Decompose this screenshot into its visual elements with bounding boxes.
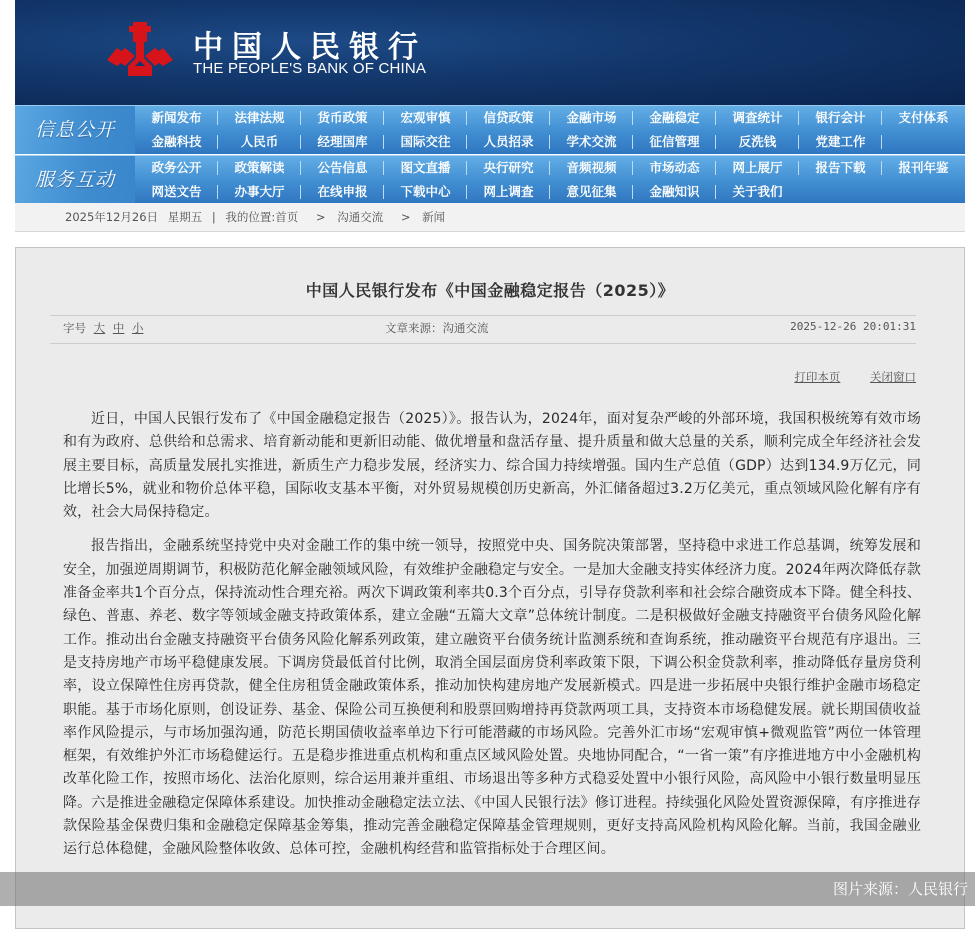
nav-item[interactable]: 网上展厅 (716, 156, 799, 180)
breadcrumb (65, 203, 451, 231)
article-container (15, 247, 965, 929)
caption-overlay (0, 872, 975, 906)
nav-item[interactable]: 征信管理 (633, 130, 716, 154)
nav-item[interactable]: 金融知识 (633, 180, 716, 204)
nav-row (135, 180, 799, 204)
current-weekday: 星期五 (167, 210, 203, 224)
nav-item[interactable]: 人员招录 (467, 130, 550, 154)
breadcrumb-arrow: > (315, 210, 326, 224)
current-date: 2025年12月26日 (65, 210, 159, 224)
nav-item[interactable]: 图文直播 (384, 156, 467, 180)
article-source: 文章来源：沟通交流 (385, 321, 489, 335)
image-source-caption: 图片来源：人民银行 (832, 880, 968, 898)
nav-item[interactable]: 反洗钱 (716, 130, 799, 154)
article-actions (768, 369, 916, 385)
nav-group-label: 信息公开 (15, 106, 135, 154)
breadcrumb-bar (15, 203, 965, 232)
nav-item[interactable]: 网上调查 (467, 180, 550, 204)
close-window-link[interactable]: 关闭窗口 (870, 370, 916, 384)
article-timestamp: 2025-12-26 20:01:31 (790, 320, 916, 333)
nav-item[interactable]: 市场动态 (633, 156, 716, 180)
print-page-link[interactable]: 打印本页 (794, 370, 841, 384)
nav-item[interactable]: 货币政策 (301, 106, 384, 130)
pboc-logo-icon (105, 20, 175, 78)
nav-item[interactable]: 学术交流 (550, 130, 633, 154)
nav-item[interactable]: 宏观审慎 (384, 106, 467, 130)
breadcrumb-separator: | (211, 210, 216, 224)
nav-item[interactable]: 关于我们 (732, 184, 783, 199)
breadcrumb-home[interactable]: 首页 (275, 210, 299, 224)
nav-item[interactable]: 在线申报 (301, 180, 384, 204)
nav-group-service (15, 155, 965, 204)
font-size-label: 字号 (63, 321, 86, 335)
nav-item[interactable]: 报刊年鉴 (898, 160, 949, 175)
nav-item[interactable]: 意见征集 (550, 180, 633, 204)
font-size-medium-button[interactable]: 中 (112, 321, 125, 335)
nav-item[interactable]: 公告信息 (301, 156, 384, 180)
nav-item[interactable]: 政务公开 (135, 156, 218, 180)
nav-item[interactable]: 信贷政策 (467, 106, 550, 130)
nav-item[interactable]: 人民币 (218, 130, 301, 154)
article-title: 中国人民银行发布《中国金融稳定报告（2025）》 (305, 281, 675, 300)
nav-item[interactable]: 网送文告 (135, 180, 218, 204)
nav-item[interactable]: 政策解读 (218, 156, 301, 180)
bank-name-cn: 中国人民银行 (193, 30, 427, 65)
nav-item[interactable]: 金融市场 (550, 106, 633, 130)
main-nav (15, 105, 965, 203)
nav-item[interactable]: 经理国库 (301, 130, 384, 154)
nav-item[interactable]: 央行研究 (467, 156, 550, 180)
article-body (63, 408, 921, 873)
nav-item[interactable]: 金融稳定 (633, 106, 716, 130)
site-banner (15, 0, 965, 105)
bank-name-en: THE PEOPLE'S BANK OF CHINA (193, 60, 427, 77)
breadcrumb-arrow: > (400, 210, 411, 224)
nav-group-info (15, 105, 965, 154)
nav-row (135, 156, 965, 180)
nav-item[interactable]: 法律法规 (218, 106, 301, 130)
article-meta (50, 320, 916, 340)
article-paragraph: 近日，中国人民银行发布了《中国金融稳定报告（2025）》。报告认为，2024年，面对复杂严峻的外部环境，我国积极统筹有效市场和有为政府、总供给和总需求、培育新动能和更新旧动能、做优增量和盘活存量、提升质量和做大总量的关系，顺利完成全年经济社会发展主要目标，高质量发展扎实推进，新质生产力稳步发展，经济实力、综合国力持续增强。国内生产总值（GDP）达到134.9万亿元，同比增长5%，就业和物价总体平稳，国际收支基本平衡，对外贸易规模创历史新高，外汇储备超过3.2万亿美元，重点领域风险化解有序有效，社会大局保持稳定。 (63, 411, 921, 521)
font-size-small-button[interactable]: 小 (131, 321, 144, 335)
nav-row (135, 106, 965, 130)
nav-item[interactable]: 音频视频 (550, 156, 633, 180)
font-size-large-button[interactable]: 大 (93, 321, 106, 335)
font-size-control (63, 320, 143, 336)
nav-item[interactable]: 国际交往 (384, 130, 467, 154)
nav-item[interactable]: 党建工作 (799, 130, 882, 154)
breadcrumb-news[interactable]: 新闻 (422, 210, 446, 224)
nav-item-empty (882, 130, 965, 154)
nav-item[interactable]: 办事大厅 (218, 180, 301, 204)
nav-item[interactable]: 金融科技 (135, 130, 218, 154)
breadcrumb-communication[interactable]: 沟通交流 (337, 210, 384, 224)
divider (50, 315, 916, 316)
nav-item[interactable]: 报告下载 (799, 156, 882, 180)
article-paragraph: 报告指出，金融系统坚持党中央对金融工作的集中统一领导，按照党中央、国务院决策部署，坚持稳中求进工作总基调，统筹发展和安全，加强逆周期调节，积极防范化解金融领域风险，有效维护金融稳定与安全。一是加大金融支持实体经济力度。2024年两次降低存款准备金率共1个百分点，保持流动性合理充裕。两次下调政策利率共0.3个百分点，引导存贷款利率和社会综合融资成本下降。健全科技、绿色、普惠、养老、数字等领域金融支持政策体系，建立金融“五篇大文章”总体统计制度。二是积极做好金融支持融资平台债务风险化解工作。推动出台金融支持融资平台债务风险化解系列政策，建立融资平台债务统计监测系统和查询系统，推动融资平台规范有序退出。三是支持房地产市场平稳健康发展。下调房贷最低首付比例，取消全国层面房贷利率政策下限，下调公积金贷款利率，推动降低存量房贷利率，设立保障性住房再贷款，健全住房租赁金融政策体系，推动加快构建房地产发展新模式。四是进一步拓展中央银行维护金融市场稳定职能。基于市场化原则，创设证券、基金、保险公司互换便利和股票回购增持再贷款两项工具，支持资本市场稳健发展。就长期国债收益率作风险提示，与市场加强沟通，防范长期国债收益率单边下行可能潜藏的市场风险。完善外汇市场“宏观审慎+微观监管”两位一体管理框架，有效维护外汇市场稳健运行。五是稳步推进重点机构和重点区域风险处置。央地协同配合，“一省一策”有序推进地方中小金融机构改革化险工作，按照市场化、法治化原则，综合运用兼并重组、市场退出等多种方式稳妥处置中小银行风险，高风险中小银行数量明显压降。六是推进金融稳定保障体系建设。加快推动金融稳定法立法、《中国人民银行法》修订进程。持续强化风险处置资源保障，有序推进存款保险基金保费归集和金融稳定保障基金筹集，推动完善金融稳定保障基金管理规则，更好支持高风险机构风险化解。当前，我国金融业运行总体稳健，金融风险整体收敛、总体可控，金融机构经营和监管指标处于合理区间。 (63, 538, 921, 858)
nav-item[interactable]: 支付体系 (898, 110, 949, 125)
divider (50, 343, 916, 344)
nav-group-label: 服务互动 (15, 156, 135, 204)
location-label: 我的位置: (225, 210, 276, 224)
nav-item[interactable]: 银行会计 (799, 106, 882, 130)
nav-row (135, 130, 965, 154)
nav-item[interactable]: 新闻发布 (135, 106, 218, 130)
nav-item[interactable]: 调查统计 (716, 106, 799, 130)
nav-item[interactable]: 下载中心 (384, 180, 467, 204)
